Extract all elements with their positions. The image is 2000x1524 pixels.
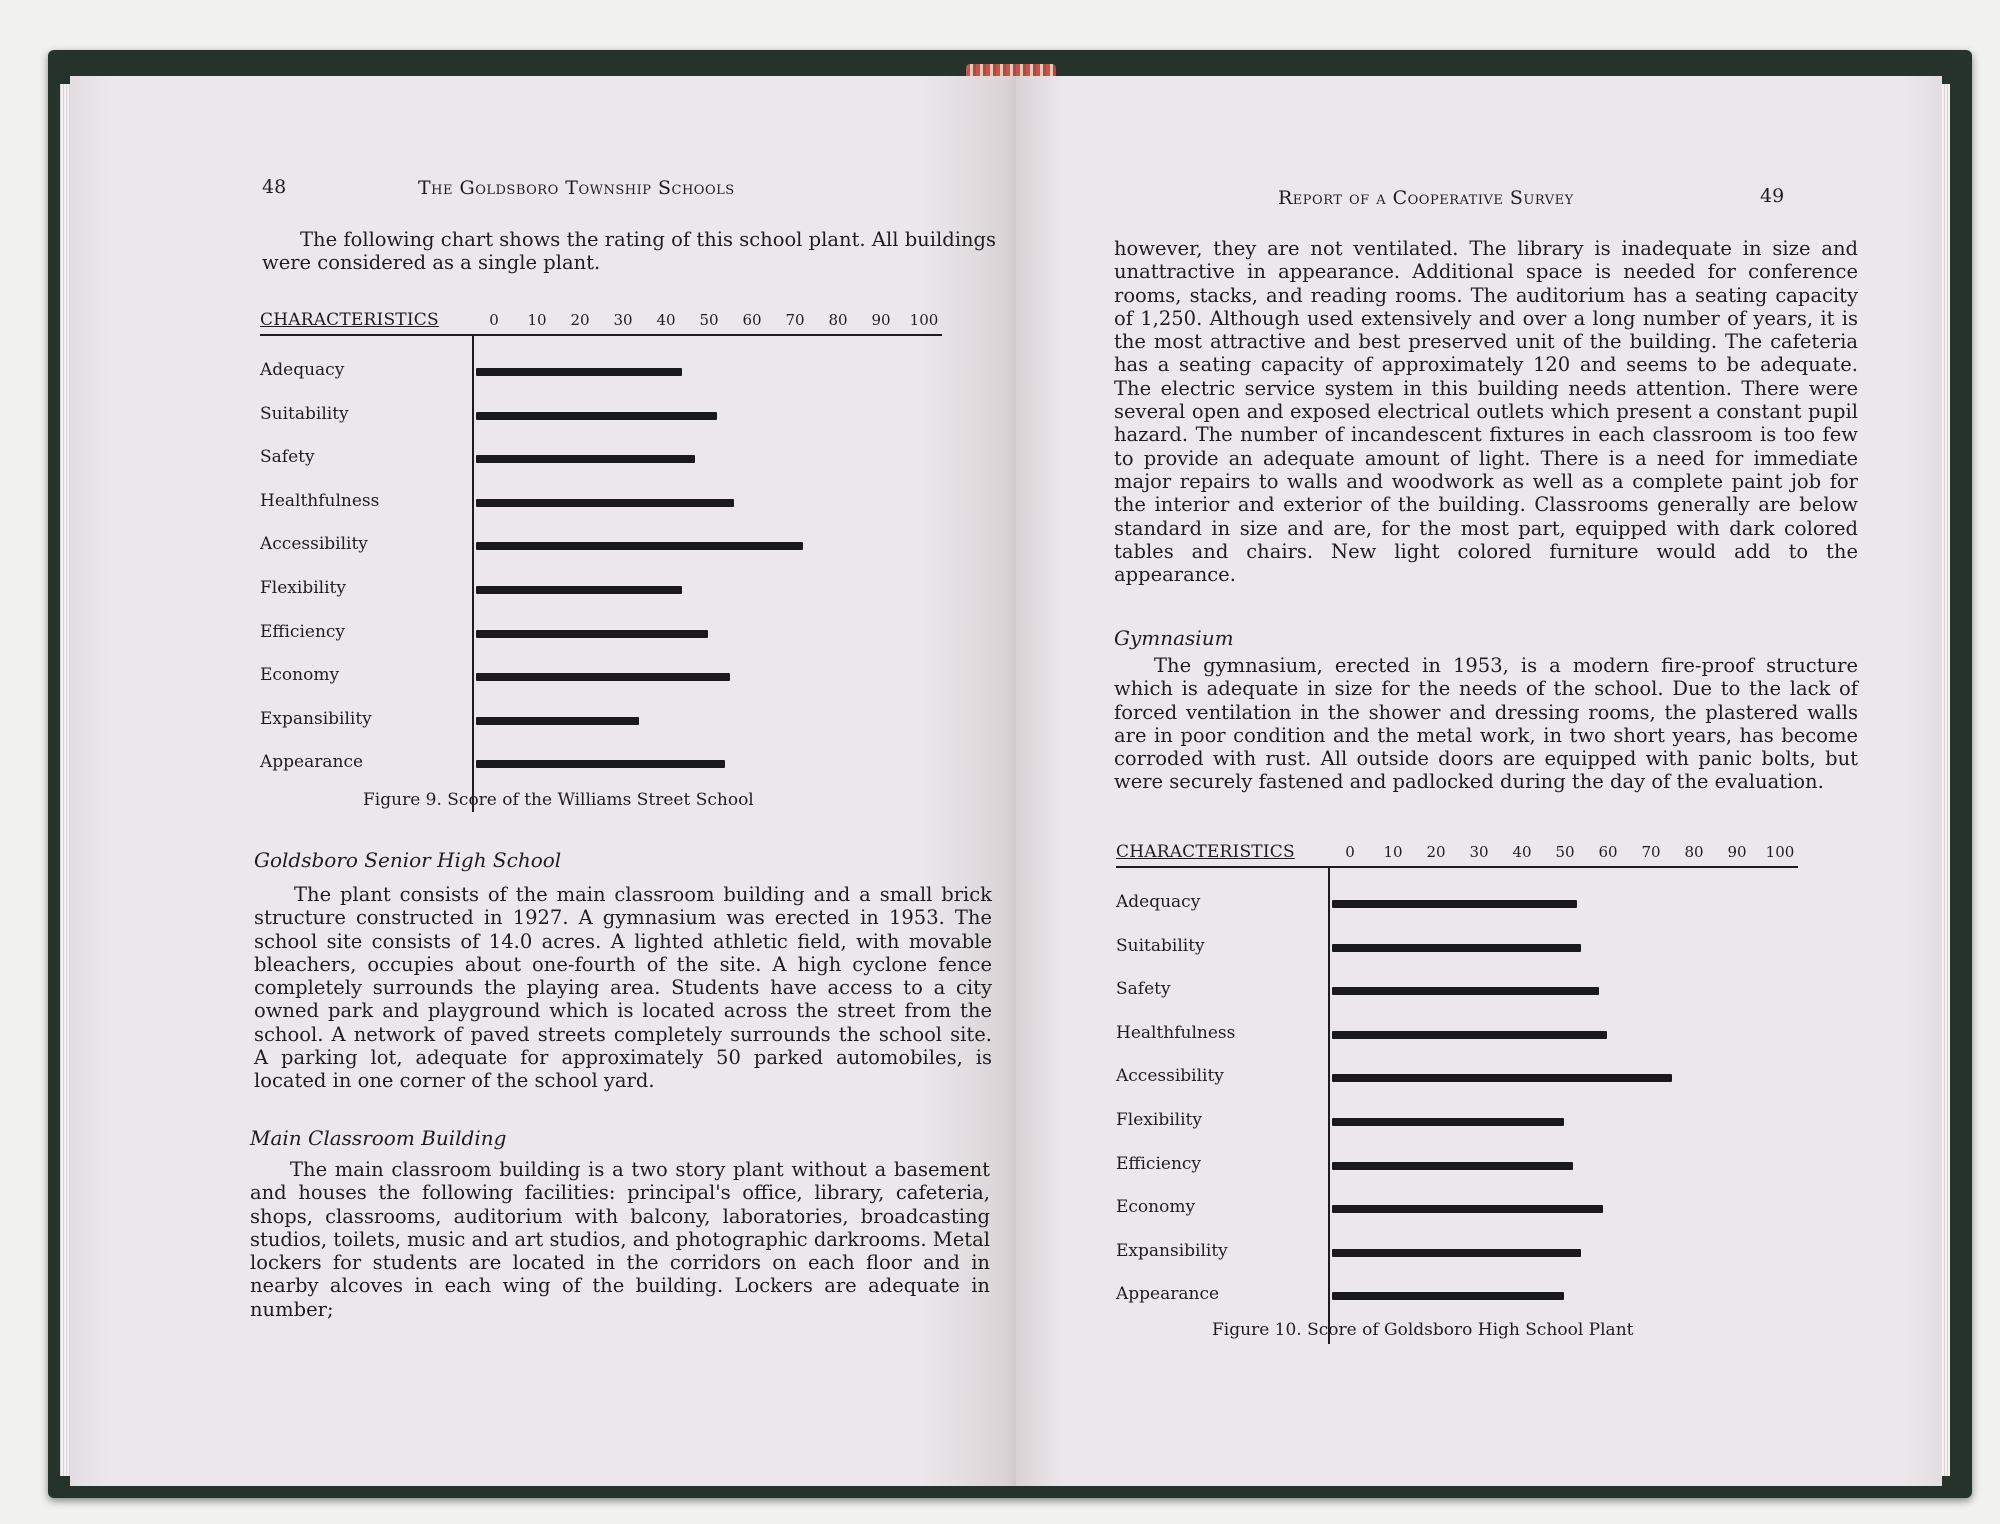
chart-axis bbox=[1328, 866, 1330, 1344]
x-tick-label: 30 bbox=[613, 311, 633, 329]
score-bar bbox=[476, 586, 682, 594]
score-bar bbox=[476, 760, 725, 768]
score-bar bbox=[1332, 900, 1577, 908]
x-tick-label: 60 bbox=[1598, 843, 1618, 861]
x-tick-label: 10 bbox=[527, 311, 547, 329]
category-label: Flexibility bbox=[260, 578, 346, 598]
x-tick-label: 70 bbox=[1641, 843, 1661, 861]
right-page bbox=[1016, 76, 1942, 1486]
score-bar bbox=[1332, 1292, 1564, 1300]
x-tick-label: 60 bbox=[742, 311, 762, 329]
x-tick-label: 50 bbox=[699, 311, 719, 329]
x-tick-label: 0 bbox=[489, 311, 499, 329]
x-tick-label: 30 bbox=[1469, 843, 1489, 861]
category-label: Adequacy bbox=[1116, 892, 1201, 912]
category-label: Appearance bbox=[260, 752, 364, 773]
category-label: Healthfulness bbox=[260, 490, 380, 511]
chart-header-label: CHARACTERISTICS bbox=[260, 310, 439, 330]
category-label: Accessibility bbox=[1116, 1066, 1224, 1087]
x-tick-label: 40 bbox=[656, 311, 676, 329]
x-tick-label: 80 bbox=[828, 311, 848, 329]
score-bar bbox=[476, 673, 730, 681]
gymnasium-paragraph: The gymnasium, erected in 1953, is a modern fire-proof structure which is adequate in size for the needs of the school. Due to the lack of forced ventilation in the shower and dressing rooms, the plastered walls are in poor condition and the metal work, in two short years, has become corroded with rust. All outside doors are equipped with panic bolts, but were securely fastened and padlocked during the day of the evaluation. bbox=[1114, 654, 1858, 794]
category-label: Suitability bbox=[260, 403, 349, 424]
section-heading-senior-high: Goldsboro Senior High School bbox=[254, 848, 562, 872]
score-bar bbox=[476, 630, 708, 638]
score-bar bbox=[1332, 1205, 1603, 1213]
left-page bbox=[70, 76, 1017, 1486]
score-bar bbox=[1332, 1031, 1607, 1039]
x-tick-label: 90 bbox=[1727, 843, 1747, 861]
category-label: Expansibility bbox=[260, 708, 372, 729]
score-bar bbox=[1332, 1118, 1564, 1126]
section-heading-main-classroom: Main Classroom Building bbox=[250, 1126, 507, 1150]
running-head: The Goldsboro Township Schools bbox=[418, 177, 735, 199]
x-tick-label: 10 bbox=[1383, 843, 1403, 861]
figure-10-caption: Figure 10. Score of Goldsboro High School Plant bbox=[1212, 1320, 1634, 1340]
score-bar bbox=[1332, 944, 1581, 952]
x-tick-label: 90 bbox=[871, 311, 891, 329]
category-label: Accessibility bbox=[260, 534, 368, 555]
x-tick-label: 100 bbox=[1765, 843, 1795, 861]
chart-header-rule bbox=[260, 334, 942, 336]
category-label: Economy bbox=[260, 665, 340, 686]
score-bar bbox=[1332, 987, 1599, 995]
category-label: Efficiency bbox=[260, 621, 346, 642]
x-tick-label: 0 bbox=[1345, 843, 1355, 861]
chart-header-label: CHARACTERISTICS bbox=[1116, 842, 1295, 862]
score-bar bbox=[476, 499, 734, 507]
category-label: Appearance bbox=[1116, 1284, 1220, 1305]
score-bar bbox=[476, 542, 803, 550]
page-number: 49 bbox=[1760, 185, 1785, 207]
figure-9-chart bbox=[260, 310, 1000, 810]
main-classroom-paragraph: The main classroom building is a two story plant without a basement and houses the following facilities: principal's office, library, cafeteria, shops, classrooms, auditorium with balcony, laboratories, broadcasting studios, toilets, music and art studios, and photographic darkrooms. Metal lockers for students are located in the corridors on each floor and in nearby alcoves in each wing of the building. Lockers are adequate in number; bbox=[250, 1158, 990, 1321]
score-bar bbox=[476, 368, 682, 376]
intro-paragraph: The following chart shows the rating of this school plant. All buildings were considered as a single plant. bbox=[262, 228, 996, 275]
score-bar bbox=[476, 412, 717, 420]
senior-high-paragraph: The plant consists of the main classroom building and a small brick structure constructed in 1927. A gymnasium was erected in 1953. The school site consists of 14.0 acres. A lighted athletic field, with movable bleachers, occupies about one-fourth of the site. A high cyclone fence completely surrounds the playing area. Students have access to a city owned park and playground which is located across the street from the school. A network of paved streets completely surrounds the school site. A parking lot, adequate for approximately 50 parked automobiles, is located in one corner of the school yard. bbox=[254, 883, 992, 1093]
category-label: Expansibility bbox=[1116, 1240, 1228, 1261]
score-bar bbox=[1332, 1249, 1581, 1257]
library-paragraph: however, they are not ventilated. The library is inadequate in size and unattractive in appearance. Additional space is needed for conference rooms, stacks, and reading rooms. The auditorium has a seating capacity of 1,250. Although used extensively and over a long number of years, it is the most attractive and best preserved unit of the building. The cafeteria has a seating capacity of approximately 120 and seems to be adequate. The electric service system in this building needs attention. There were several open and exposed electrical outlets which present a constant pupil hazard. The number of incandescent fixtures in each classroom is too few to provide an adequate amount of light. There is a need for immediate major repairs to walls and woodwork as well as a complete paint job for the interior and exterior of the building. Classrooms generally are below standard in size and are, for the most part, equipped with dark colored tables and chairs. New light colored furniture would add to the appearance. bbox=[1114, 237, 1858, 587]
category-label: Economy bbox=[1116, 1197, 1196, 1218]
category-label: Adequacy bbox=[260, 360, 345, 380]
score-bar bbox=[476, 717, 639, 725]
x-tick-label: 100 bbox=[909, 311, 939, 329]
score-bar bbox=[1332, 1162, 1573, 1170]
x-tick-label: 70 bbox=[785, 311, 805, 329]
category-label: Efficiency bbox=[1116, 1153, 1202, 1174]
x-tick-label: 80 bbox=[1684, 843, 1704, 861]
figure-10-chart bbox=[1116, 842, 1860, 1342]
x-tick-label: 20 bbox=[570, 311, 590, 329]
x-tick-label: 50 bbox=[1555, 843, 1575, 861]
page-number: 48 bbox=[262, 176, 287, 198]
section-heading-gymnasium: Gymnasium bbox=[1114, 626, 1234, 650]
category-label: Flexibility bbox=[1116, 1110, 1202, 1130]
score-bar bbox=[476, 455, 695, 463]
chart-axis bbox=[472, 334, 474, 812]
x-tick-label: 20 bbox=[1426, 843, 1446, 861]
category-label: Safety bbox=[1116, 979, 1171, 1000]
x-tick-label: 40 bbox=[1512, 843, 1532, 861]
chart-header-rule bbox=[1116, 866, 1798, 868]
figure-9-caption: Figure 9. Score of the Williams Street School bbox=[363, 790, 754, 810]
category-label: Suitability bbox=[1116, 935, 1205, 956]
score-bar bbox=[1332, 1074, 1672, 1082]
category-label: Healthfulness bbox=[1116, 1022, 1236, 1043]
running-head: Report of a Cooperative Survey bbox=[1278, 187, 1574, 209]
category-label: Safety bbox=[260, 447, 315, 468]
